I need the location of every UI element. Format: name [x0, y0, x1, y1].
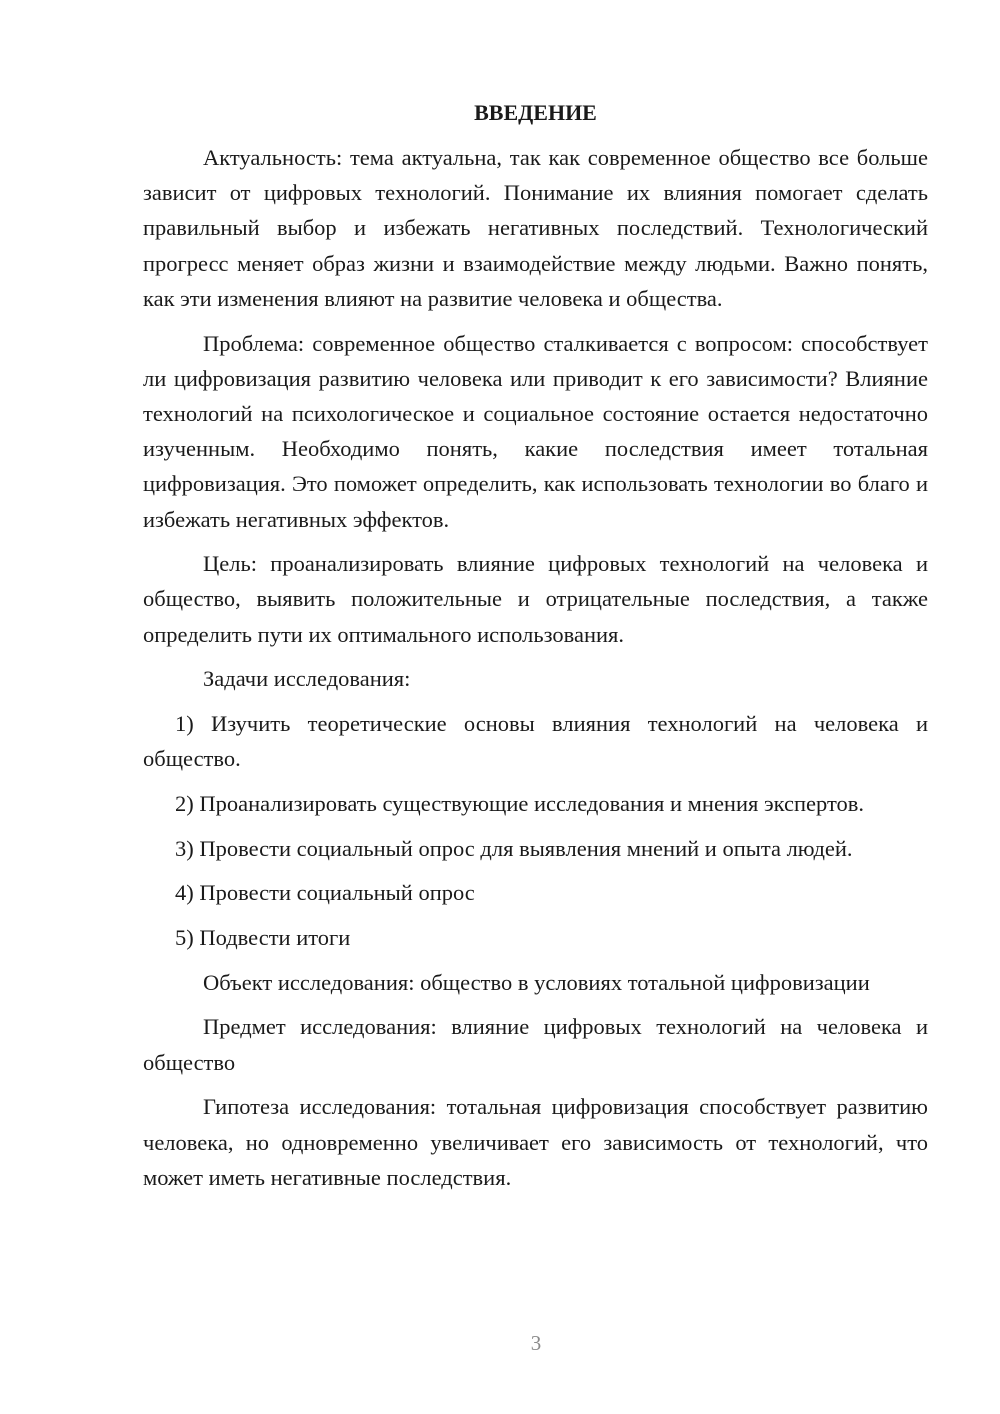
hypothesis-paragraph: Гипотеза исследования: тотальная цифровизация способствует развитию человека, но одновременно увеличивает его зависимость от технологий, что может иметь негативные последствия. [143, 1094, 928, 1190]
task-item: 1) Изучить теоретические основы влияния технологий на человека и общество. [143, 711, 928, 772]
relevance-paragraph: Актуальность: тема актуальна, так как современное общество все больше зависит от цифровых технологий. Понимание их влияния помогает сделать правильный выбор и избежать негативных последствий. Технологический прогресс меняет образ жизни и взаимодействие между людьми. Важно понять, как эти изменения влияют на развитие человека и общества. [143, 145, 928, 311]
task-item: 3) Провести социальный опрос для выявления мнений и опыта людей. [175, 835, 853, 861]
task-item: 4) Провести социальный опрос [175, 880, 475, 906]
task-item: 5) Подвести итоги [175, 925, 351, 951]
subject-paragraph: Предмет исследования: влияние цифровых технологий на человека и общество [143, 1014, 928, 1075]
object-paragraph: Объект исследования: общество в условиях тотальной цифровизации [203, 969, 870, 995]
page-number: 3 [530, 1331, 542, 1355]
tasks-title: Задачи исследования: [203, 666, 411, 692]
goal-paragraph: Цель: проанализировать влияние цифровых технологий на человека и общество, выявить положительные и отрицательные последствия, а также определить пути их оптимального использования. [143, 551, 928, 647]
task-item: 2) Проанализировать существующие исследования и мнения экспертов. [175, 790, 865, 816]
section-heading: ВВЕДЕНИЕ [474, 100, 597, 125]
page-content [143, 95, 928, 1204]
problem-paragraph: Проблема: современное общество сталкивается с вопросом: способствует ли цифровизация развитию человека или приводит к его зависимости? Влияние технологий на психологическое и социальное состояние остается недостаточно изученным. Необходимо понять, какие последствия имеет тотальная цифровизация. Это поможет определить, как использовать технологии во благо и избежать негативных эффектов. [143, 330, 928, 532]
